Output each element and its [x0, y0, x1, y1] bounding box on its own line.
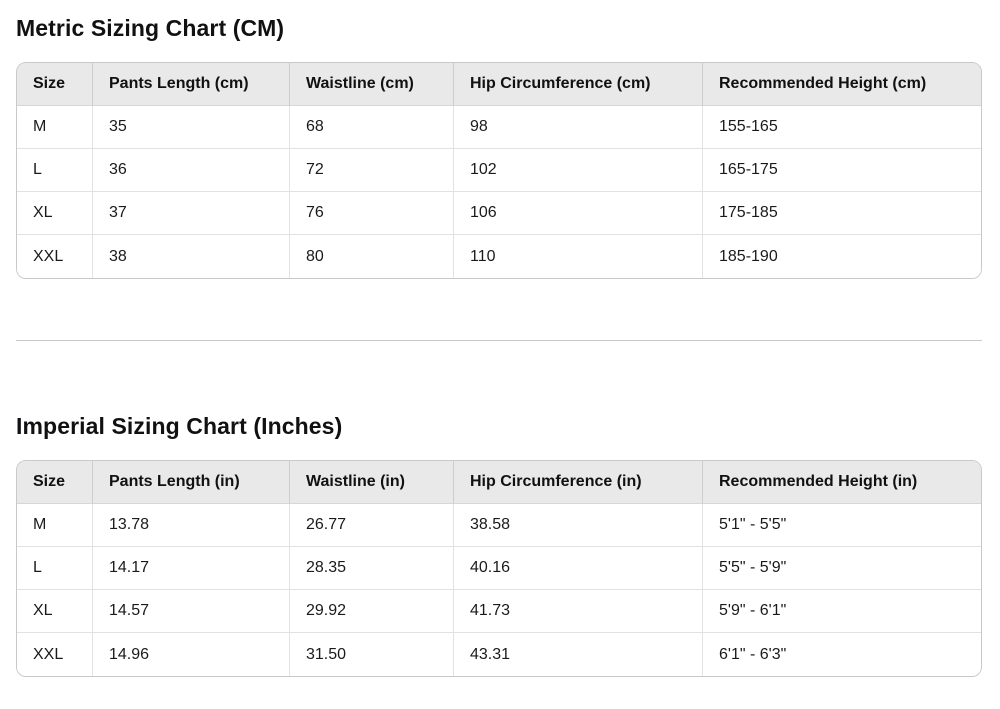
cell-size: XXL — [17, 633, 93, 676]
cell-size: L — [17, 547, 93, 590]
cell-recommended-height: 5'1" - 5'5" — [703, 504, 981, 547]
cell-recommended-height: 175-185 — [703, 192, 981, 235]
cell-pants-length: 14.57 — [93, 590, 290, 633]
header-cell-size: Size — [17, 63, 93, 106]
cell-size: XXL — [17, 235, 93, 278]
cell-size: XL — [17, 590, 93, 633]
cell-hip-circumference: 41.73 — [454, 590, 703, 633]
cell-hip-circumference: 98 — [454, 106, 703, 149]
cell-hip-circumference: 102 — [454, 149, 703, 192]
cell-waistline: 80 — [290, 235, 454, 278]
table-header-row — [17, 63, 981, 106]
cell-waistline: 31.50 — [290, 633, 454, 676]
cell-size: XL — [17, 192, 93, 235]
metric-sizing-table — [16, 62, 982, 279]
table-row — [17, 504, 981, 547]
cell-waistline: 68 — [290, 106, 454, 149]
header-cell-hip-circumference: Hip Circumference (cm) — [454, 63, 703, 106]
cell-waistline: 26.77 — [290, 504, 454, 547]
table-row — [17, 590, 981, 633]
cell-pants-length: 14.96 — [93, 633, 290, 676]
cell-recommended-height: 5'5" - 5'9" — [703, 547, 981, 590]
cell-pants-length: 38 — [93, 235, 290, 278]
cell-recommended-height: 165-175 — [703, 149, 981, 192]
cell-size: M — [17, 504, 93, 547]
table-row — [17, 149, 981, 192]
section-divider — [16, 340, 982, 341]
header-cell-waistline: Waistline (cm) — [290, 63, 454, 106]
cell-waistline: 28.35 — [290, 547, 454, 590]
cell-waistline: 29.92 — [290, 590, 454, 633]
cell-pants-length: 14.17 — [93, 547, 290, 590]
metric-section-title: Metric Sizing Chart (CM) — [16, 15, 285, 41]
cell-waistline: 76 — [290, 192, 454, 235]
cell-recommended-height: 5'9" - 6'1" — [703, 590, 981, 633]
cell-size: L — [17, 149, 93, 192]
cell-recommended-height: 155-165 — [703, 106, 981, 149]
imperial-sizing-table — [16, 460, 982, 677]
cell-size: M — [17, 106, 93, 149]
cell-waistline: 72 — [290, 149, 454, 192]
table-row — [17, 192, 981, 235]
header-cell-hip-circumference: Hip Circumference (in) — [454, 461, 703, 504]
table-row — [17, 235, 981, 278]
cell-hip-circumference: 43.31 — [454, 633, 703, 676]
cell-pants-length: 37 — [93, 192, 290, 235]
cell-pants-length: 35 — [93, 106, 290, 149]
table-header-row — [17, 461, 981, 504]
cell-hip-circumference: 110 — [454, 235, 703, 278]
cell-recommended-height: 6'1" - 6'3" — [703, 633, 981, 676]
table-row — [17, 633, 981, 676]
table-row — [17, 547, 981, 590]
cell-pants-length: 36 — [93, 149, 290, 192]
header-cell-recommended-height: Recommended Height (cm) — [703, 63, 981, 106]
cell-pants-length: 13.78 — [93, 504, 290, 547]
header-cell-pants-length: Pants Length (cm) — [93, 63, 290, 106]
imperial-section-title: Imperial Sizing Chart (Inches) — [16, 413, 343, 439]
header-cell-pants-length: Pants Length (in) — [93, 461, 290, 504]
cell-recommended-height: 185-190 — [703, 235, 981, 278]
table-row — [17, 106, 981, 149]
cell-hip-circumference: 38.58 — [454, 504, 703, 547]
header-cell-waistline: Waistline (in) — [290, 461, 454, 504]
cell-hip-circumference: 40.16 — [454, 547, 703, 590]
header-cell-recommended-height: Recommended Height (in) — [703, 461, 981, 504]
cell-hip-circumference: 106 — [454, 192, 703, 235]
header-cell-size: Size — [17, 461, 93, 504]
